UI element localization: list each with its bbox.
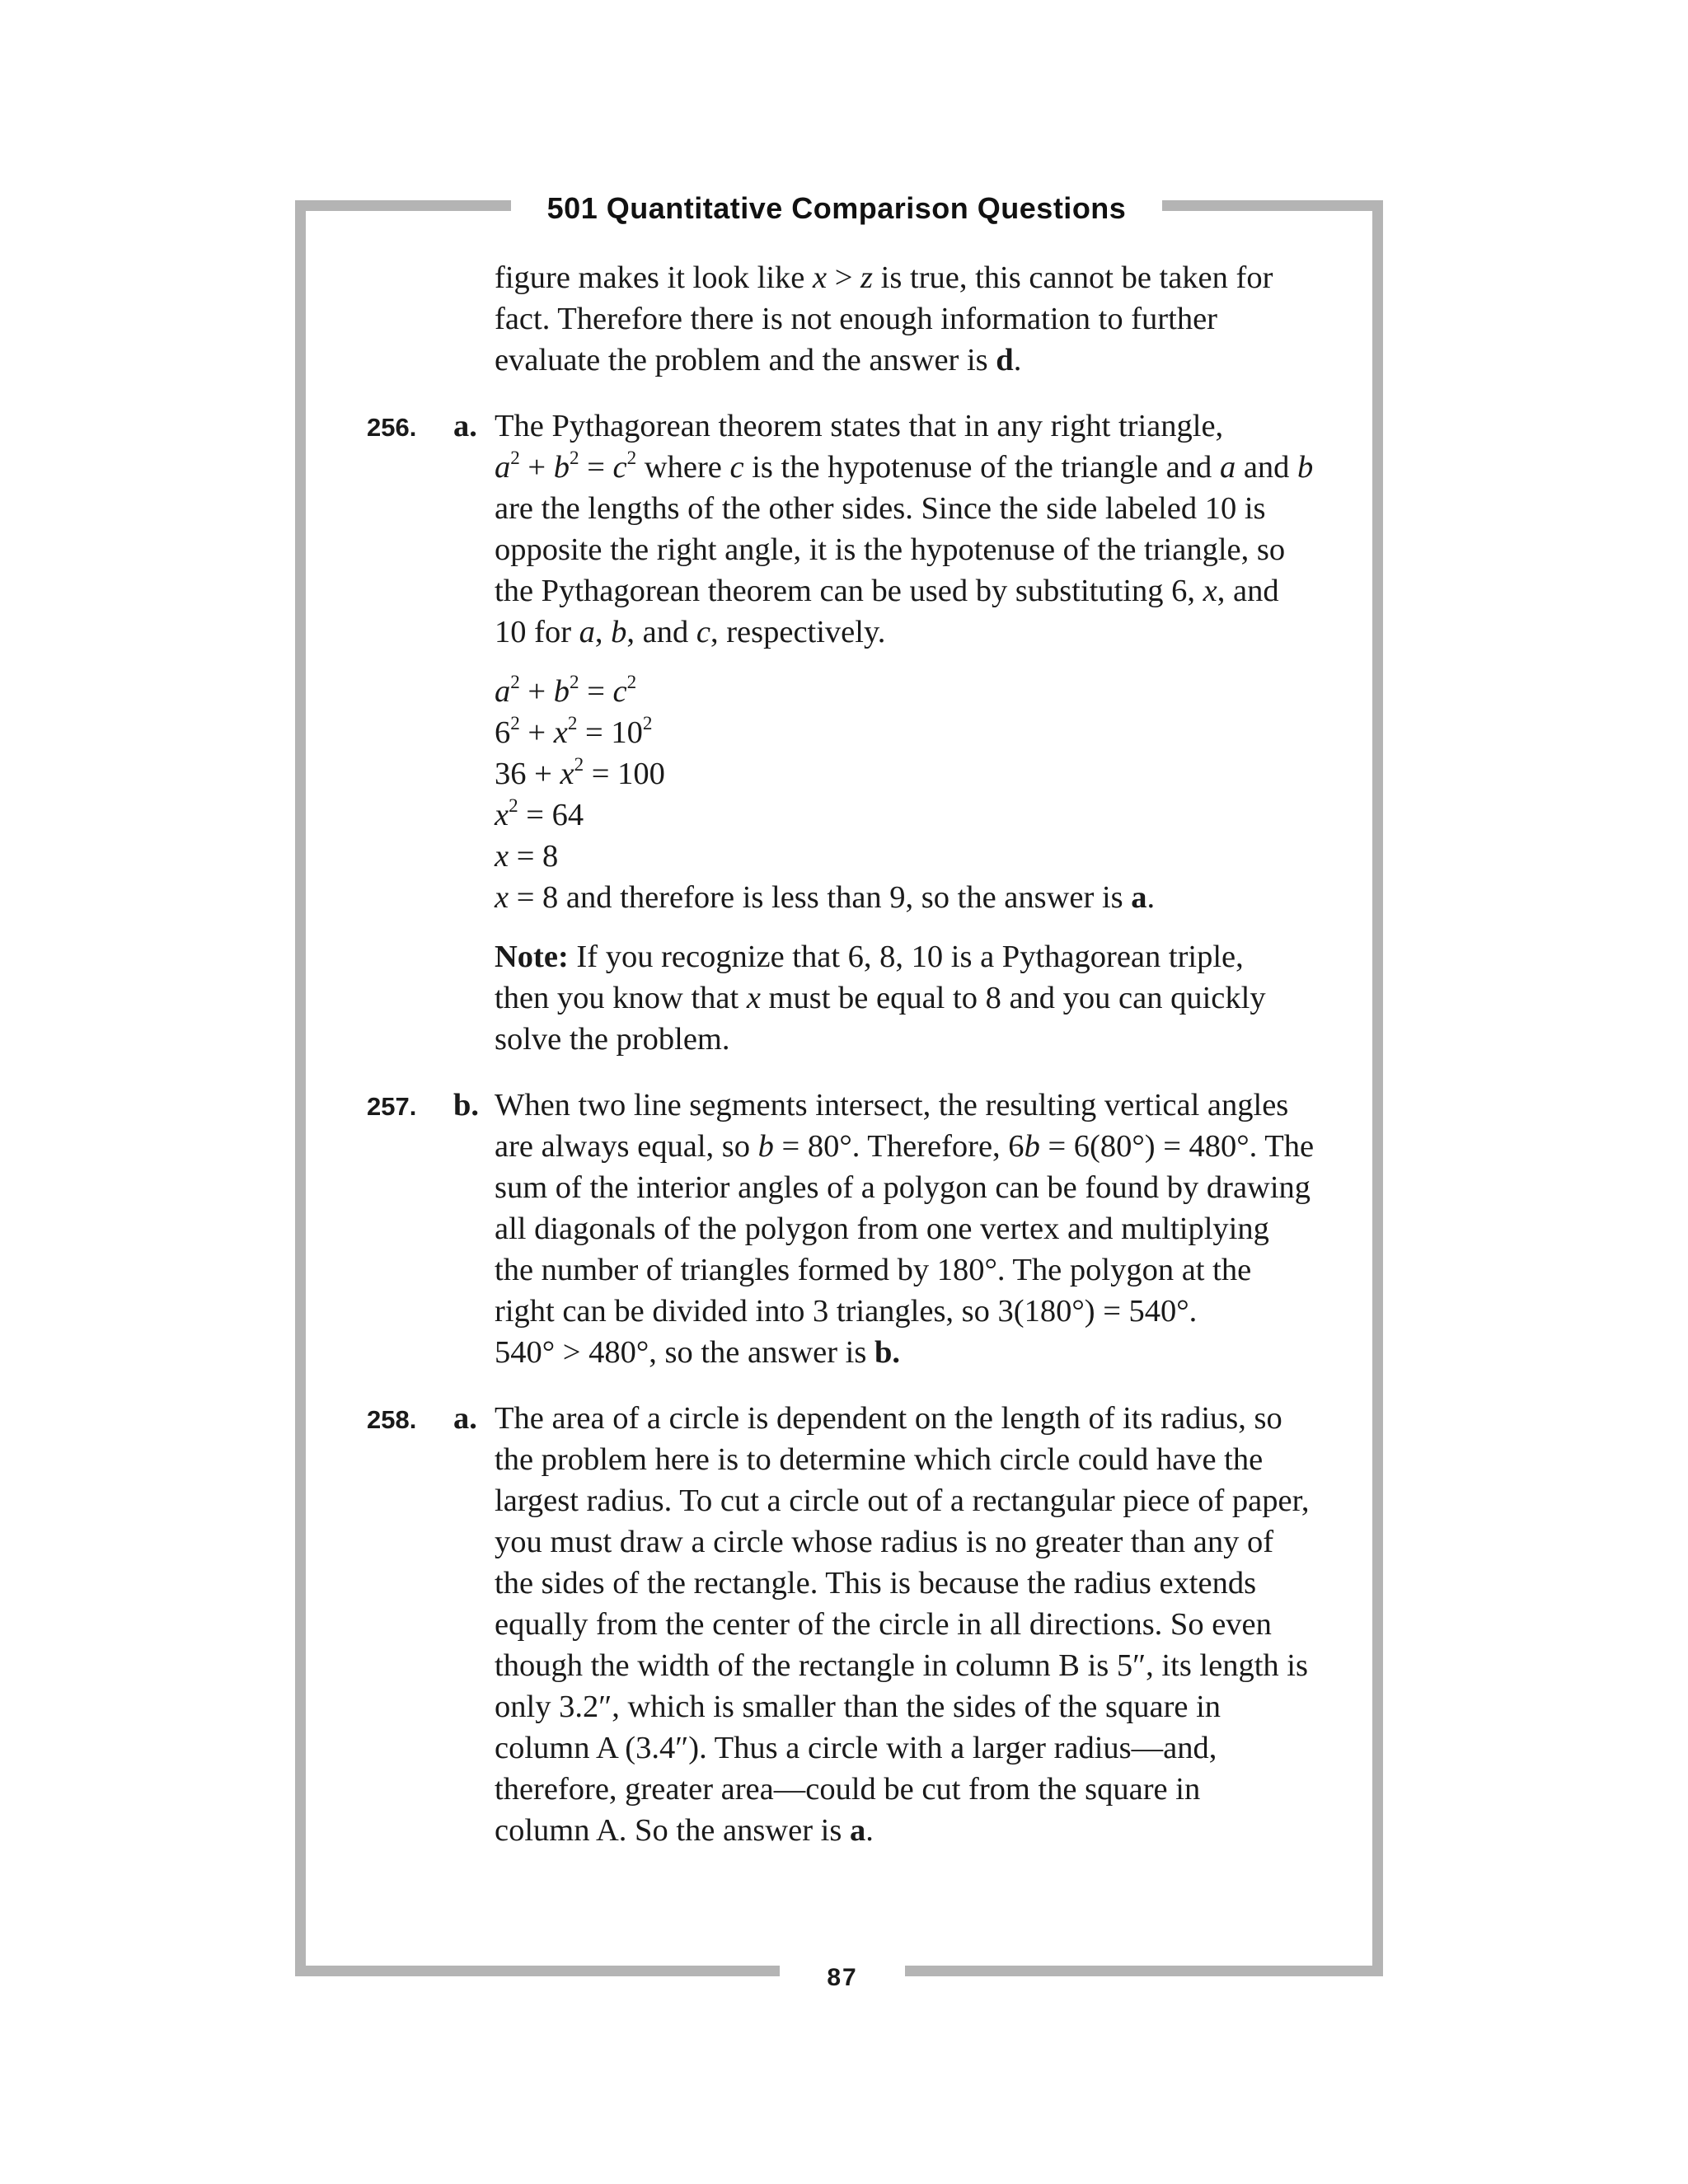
question-number: 257. [367,1092,417,1121]
question-number: 258. [367,1405,417,1434]
explanation-paragraph: When two line segments intersect, the resulting vertical angles are always equal, so b = 80°. Therefore, 6b = 6(80°) = 480°. The sum of the interior angles of a polygon can be found by drawing all diagonals of the polygon from one vertex and multiplying the number of triangles formed by 180°. The polygon at the right can be divided into 3 triangles, so 3(180°) = 540°. 540° > 480°, so the answer is b. [495,1088,1315,1370]
explanation-paragraph: The Pythagorean theorem states that in any right triangle, $a^2 + b^2 = c^2$ where c is the hypotenuse of the triangle and a and b are the lengths of the other sides. Since the side labeled 10 is opposite the right angle, it is the hypotenuse of the triangle, so the Pythagorean theorem can be used by substituting 6, x, and 10 for a, b, and c, respectively. [495,409,1314,649]
answer-letter: b. [453,1088,480,1122]
answer-258 [367,1398,1339,1851]
answer-257 [367,1085,1339,1373]
intro-paragraph: figure makes it look like x > z is true, this cannot be taken for fact. Therefore there is not enough information to further evaluate the problem and the answer is d. [495,260,1273,377]
answer-letter: a. [453,409,477,443]
page-number: 87 [780,1953,905,2003]
running-header: 501 Quantitative Comparison Questions [511,184,1162,233]
equation-steps: $a^2 + b^2 = c^2$ $6^2 + x^2 = 10^2$ $36 + x^2 = 100$ $x^2 = 64$ x = 8 x = 8 and therefore is less than 9, so the answer is a. [495,670,1156,915]
note-paragraph: Note: If you recognize that 6, 8, 10 is a Pythagorean triple, then you know that x must be equal to 8 and you can quickly solve the problem. [495,940,1266,1057]
page-body [367,257,1339,1851]
question-number: 256. [367,413,417,442]
answer-256 [367,405,1339,1060]
answer-letter: a. [453,1401,477,1436]
explanation-paragraph: The area of a circle is dependent on the length of its radius, so the problem here is to determine which circle could have the largest radius. To cut a circle out of a rectangular piece of paper, you must draw a circle whose radius is no greater than any of the sides of the rectangle. This is because the radius extends equally from the center of the circle in all directions. So even though the width of the rectangle in column B is 5″, its length is only 3.2″, which is smaller than the sides of the square in column A (3.4″). Thus a circle with a larger radius—and, therefore, greater area—could be cut from the square in column A. So the answer is a. [495,1401,1310,1848]
